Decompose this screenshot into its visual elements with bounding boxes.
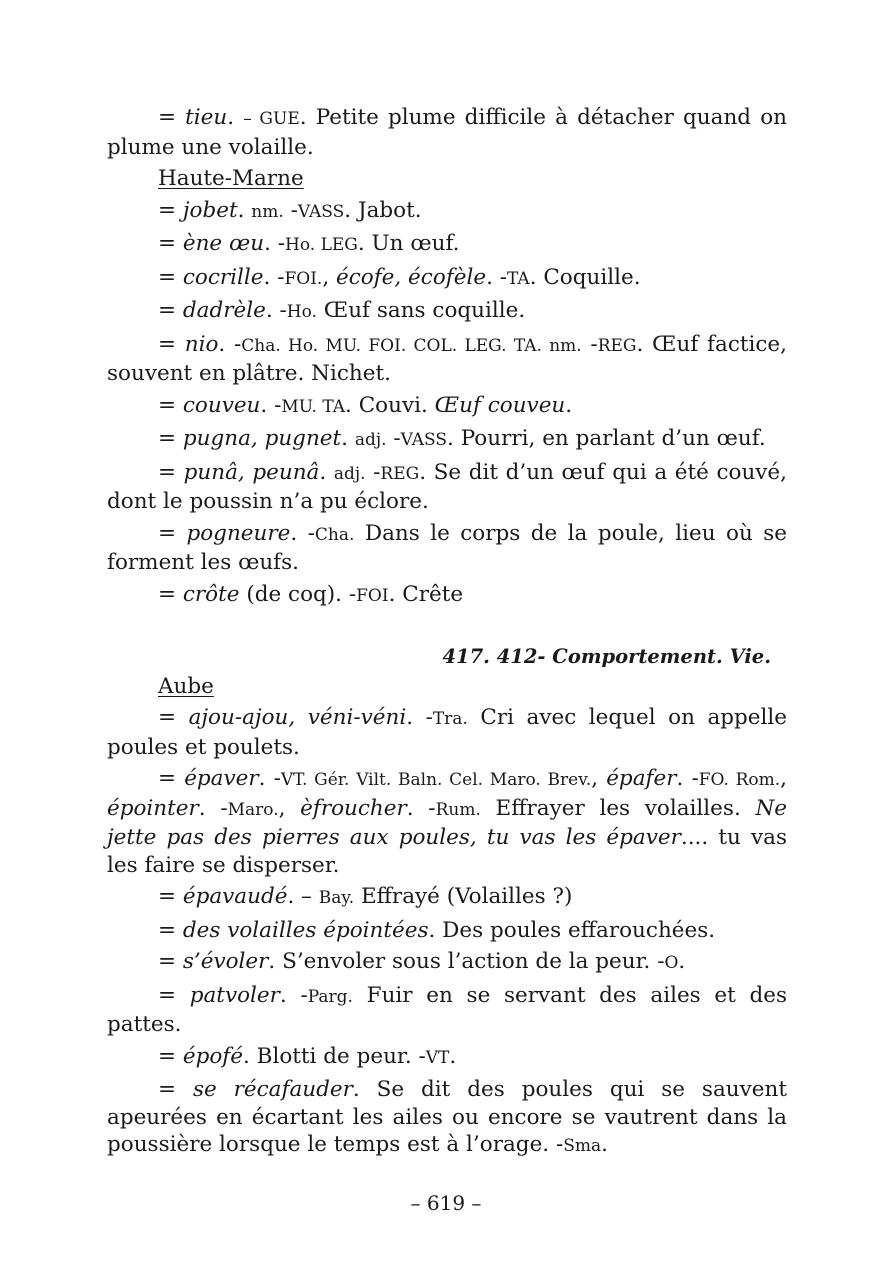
headword: couveu [182,392,261,418]
entry-text: . Pourri, en parlant d’un œuf. [447,426,766,451]
entry-text: . Jabot. [344,197,422,223]
entry-text: . [319,459,334,485]
page-body [107,104,787,1165]
entry-text: = [158,264,183,290]
region-heading: Aube [158,673,214,699]
dictionary-entry [107,704,787,761]
entry-text: . Se dit d’un œuf qui a été couvé, dont le poussin n’a pu éclore. [107,459,787,514]
headword: jobet [182,197,238,223]
headword: Œuf couveu [434,392,566,418]
entry-text: . – [287,884,319,909]
dictionary-entry [107,581,787,611]
entry-text: . Se dit des poules qui se sauvent apeurées en écartant les ailes ou encore se vautrent dans la poussière lorsque le temps est à l’orage. - [107,1077,787,1157]
entry-text: , [322,264,336,290]
entry-text: . [601,1132,608,1157]
dictionary-entry [107,331,787,388]
source-abbreviation: – GUE [243,109,300,129]
source-abbreviation: O [664,953,679,973]
dictionary-entry [107,948,787,978]
section-title: 417. 412- Comportement. Vie. [442,645,771,668]
dictionary-entry [107,982,787,1039]
entry-text: . - [263,264,285,290]
headword: épavaudé [182,884,288,909]
source-abbreviation: REG [597,335,637,356]
entry-text: - [581,331,598,357]
entry-text: . [341,426,355,451]
source-abbreviation: MU. TA [281,396,346,417]
source-abbreviation: Cha. Ho. MU. FOI. COL. LEG. TA. nm. [241,335,582,356]
headword: dadrèle [182,298,266,323]
source-abbreviation: Bay. [318,888,355,908]
headword: patvoler [189,982,280,1008]
entry-text: . [227,105,244,130]
headword: nio [184,331,219,357]
dictionary-entry [107,104,787,161]
headword: crôte [182,581,240,607]
region-heading: Haute-Marne [158,166,304,191]
source-abbreviation: FO. Rom. [698,770,781,790]
entry-text: . Coquille. [529,264,641,290]
entry-text: . - [198,795,228,821]
headword: tieu [185,105,228,130]
entry-text: Œuf sans coquille. [316,298,526,323]
entry-text: - [365,459,381,485]
entry-text: = [158,392,183,418]
dictionary-entry [107,297,787,327]
entry-text: - [283,197,298,223]
entry-text: = [158,105,186,130]
source-abbreviation: Cha. [314,524,355,545]
entry-text: . - [290,520,315,546]
source-abbreviation: VASS [400,430,448,450]
entry-text: = [158,581,183,607]
entry-text: Effrayer les volailles. [480,795,756,821]
dictionary-entry [107,1043,787,1073]
entry-text: . Couvi. [345,392,435,418]
source-abbreviation: adj. [354,430,387,450]
headword: épofé [182,1043,243,1069]
page-number: – 619 – [410,1191,482,1215]
entry-text: = [158,949,183,974]
entry-text: - [386,426,401,451]
headword: punâ, peunâ [183,459,320,485]
source-abbreviation: VASS [297,201,345,222]
entry-text: . - [264,231,286,256]
entries-block-aube [107,673,787,1161]
entry-text: . Blotti de peur. - [242,1043,426,1069]
entry-text: , [591,766,607,791]
entry-text: . [237,197,252,223]
source-abbreviation: Tra. [432,709,468,729]
entry-text: = [158,231,183,256]
source-abbreviation: nm. [251,201,284,222]
dictionary-entry [107,425,787,455]
entry-text: (de coq). - [239,581,357,607]
entry-text: . - [486,264,507,290]
dictionary-entry [107,765,787,879]
entry-text: = [158,1043,183,1069]
headword: ajou-ajou, véni-véni [188,705,407,730]
dictionary-entry [107,392,787,422]
headword: pogneure [186,520,291,546]
source-abbreviation: adj. [333,463,366,484]
entry-text: = [158,520,187,546]
entry-text: Fuir en se servant des ailes et des pattes. [107,982,787,1037]
headword: Ne jette pas des pierres aux poules, tu vas les épaver [107,795,788,850]
source-abbreviation: FOI. [284,268,323,289]
dictionary-entry [107,459,787,516]
headword: épointer [107,795,199,821]
dictionary-entry [107,917,787,945]
entry-text: = [158,1077,193,1102]
entry-text: Cri avec lequel on appelle poules et poulets. [107,705,788,760]
entry-text: . Œuf factice, souvent en plâtre. Nichet. [107,331,787,386]
entry-text: . [678,949,686,974]
entry-text: .... tu vas les faire se disperser. [107,825,788,878]
entry-text: Effrayé (Volailles ?) [354,884,573,909]
entry-text: = [158,982,190,1008]
entry-text: . Un œuf. [357,231,460,256]
headword: èfroucher [300,795,407,821]
entry-text: . - [218,331,242,357]
dictionary-entry [107,520,787,577]
headword: épafer [606,766,677,791]
entry-text: = [158,197,183,223]
dictionary-entry [107,197,787,227]
headword: épaver [184,766,259,791]
entry-text: . - [265,298,287,323]
entry-text: . [449,1043,457,1069]
entry-text: . - [406,795,436,821]
entry-text: . - [406,705,433,730]
entry-text: = [158,766,185,791]
entry-text: = [158,917,183,943]
headword: s’évoler [182,949,269,974]
entry-text: , [278,795,301,821]
dictionary-entry [107,883,787,913]
entry-text: . - [260,392,282,418]
entry-text: = [158,426,183,451]
entry-text: . S’envoler sous l’action de la peur. - [268,949,665,974]
headword: pugna, pugnet [182,426,342,451]
headword: cocrille [182,264,264,290]
source-abbreviation: TA [507,268,530,289]
headword: ène œu [182,231,265,256]
source-abbreviation: REG [380,463,420,484]
entry-text: . - [676,766,699,791]
entries-block-haute-marne [107,104,787,610]
dictionary-entry [107,264,787,294]
source-abbreviation: FOI [356,585,389,606]
entry-text: . - [279,982,308,1008]
source-abbreviation: Sma [563,1136,602,1156]
entry-text: = [158,705,189,730]
entry-text: . Crête [388,581,464,607]
entry-text: , [780,766,788,791]
source-abbreviation: Ho. [286,302,317,322]
headword: se récafauder [192,1077,353,1102]
entry-text: = [158,884,183,909]
entry-text: = [158,459,184,485]
entry-text: . Petite plume difficile à détacher quand on plume une volaille. [107,105,787,160]
headword: des volailles épointées [182,917,429,943]
source-abbreviation: Rum. [435,799,481,820]
entry-text: Dans le corps de la poule, lieu où se forment les œufs. [107,520,787,575]
source-abbreviation: Maro. [227,799,279,820]
entry-text: = [158,298,183,323]
entry-text: = [158,331,185,357]
source-abbreviation: Ho. LEG [285,235,358,255]
entry-text: . [565,392,573,418]
entry-text: . - [258,766,281,791]
source-abbreviation: Parg. [307,986,353,1007]
entry-text: . Des poules effarouchées. [428,917,716,943]
source-abbreviation: VT [425,1047,450,1068]
source-abbreviation: VT. Gér. Vilt. Baln. Cel. Maro. Brev. [280,770,592,790]
dictionary-entry [107,230,787,260]
dictionary-entry [107,1076,787,1161]
headword: écofe, écofèle [336,264,487,290]
